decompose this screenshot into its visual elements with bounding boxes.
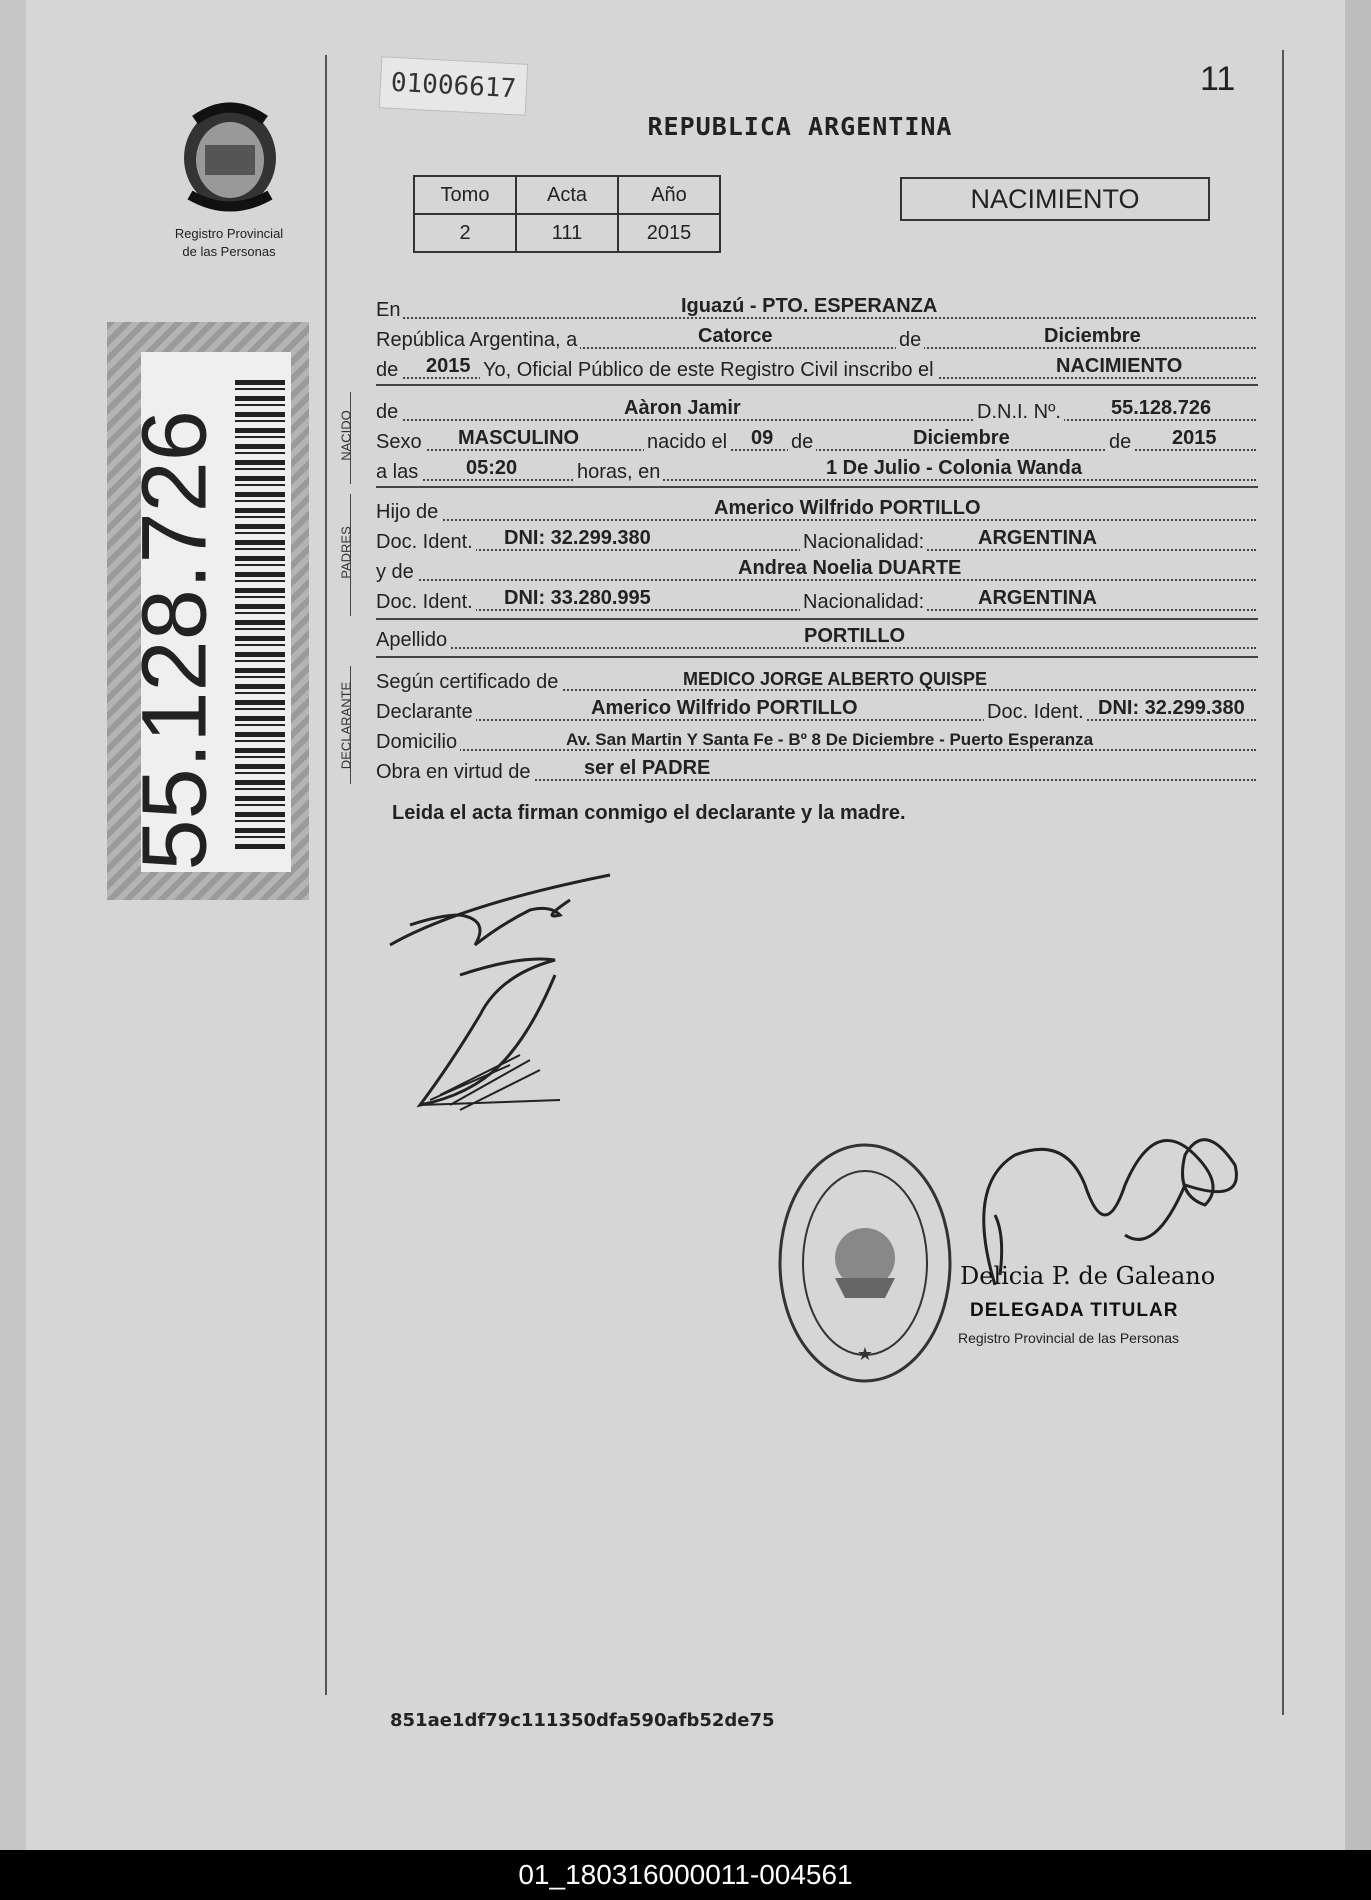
label-nacionalidad-madre: Nacionalidad: (800, 591, 927, 614)
table-value-acta: 111 (516, 214, 618, 252)
declarant-signature (380, 865, 620, 1155)
label-hijo-de: Hijo de (376, 501, 441, 524)
label-en: En (376, 299, 403, 322)
label-de-nombre: de (376, 401, 401, 424)
label-apellido: Apellido (376, 629, 450, 652)
dni-sticker-number: 55.128.726 (123, 410, 226, 871)
paper-edge-right (1345, 0, 1371, 1850)
document-hash: 851ae1df79c111350dfa590afb52de75 (390, 1710, 775, 1731)
row-anio (376, 356, 1256, 384)
footer-file-id: 01_180316000011-004561 (0, 1850, 1371, 1900)
value-madre-doc: DNI: 33.280.995 (504, 587, 651, 609)
label-doc-ident-declarante: Doc. Ident. (984, 701, 1087, 724)
value-dia-letras: Catorce (698, 325, 773, 347)
separator (376, 656, 1258, 658)
dni-barcode-sticker (107, 322, 309, 900)
row-madre-doc (376, 588, 1256, 616)
page-number: 11 (1200, 60, 1236, 98)
value-lugar: Iguazú - PTO. ESPERANZA (681, 295, 938, 317)
value-padre-doc: DNI: 32.299.380 (504, 527, 651, 549)
section-label-padres: PADRES (338, 526, 354, 579)
value-declarante: Americo Wilfrido PORTILLO (591, 697, 858, 719)
label-domicilio: Domicilio (376, 731, 460, 754)
section-label-nacido: NACIDO (338, 410, 354, 461)
row-apellido (376, 626, 1256, 654)
value-apellido: PORTILLO (804, 625, 906, 647)
value-hora: 05:20 (466, 457, 518, 479)
closing-statement: Leida el acta firman conmigo el declarante y la madre. (392, 802, 906, 824)
paper-edge-left (0, 0, 26, 1850)
value-mes-nac: Diciembre (913, 427, 1010, 449)
logo-caption-line1: Registro Provincial (174, 226, 284, 241)
value-dia-nac: 09 (751, 427, 774, 449)
registry-table (413, 175, 721, 253)
label-yo-oficial: Yo, Oficial Público de este Registro Civil inscribo el (480, 359, 937, 382)
label-y-de: y de (376, 561, 417, 584)
logo-caption-line2: de las Personas (182, 244, 276, 259)
row-hora (376, 458, 1256, 486)
value-nombre: Aàron Jamir (624, 397, 741, 419)
barcode (235, 380, 285, 850)
row-sexo (376, 428, 1256, 456)
svg-text:★: ★ (856, 1344, 874, 1364)
table-header-acta: Acta (516, 176, 618, 214)
label-nacido-el: nacido el (644, 431, 730, 454)
separator (376, 384, 1258, 386)
value-mes: Diciembre (1044, 325, 1141, 347)
separator (376, 486, 1258, 488)
separator (376, 618, 1258, 620)
value-madre-nac: ARGENTINA (978, 587, 1097, 609)
value-lugar-nac: 1 De Julio - Colonia Wanda (826, 457, 1082, 479)
act-type-box: NACIMIENTO (900, 177, 1210, 221)
table-value-anio: 2015 (618, 214, 720, 252)
official-seal (775, 1138, 955, 1388)
label-obra: Obra en virtud de (376, 761, 534, 784)
row-madre (376, 558, 1256, 586)
label-doc-ident-madre: Doc. Ident. (376, 591, 476, 614)
label-doc-ident-padre: Doc. Ident. (376, 531, 476, 554)
table-header-anio: Año (618, 176, 720, 214)
misiones-coat-of-arms-logo (175, 100, 285, 220)
official-name: Delicia P. de Galeano (960, 1262, 1216, 1290)
label-de-mes: de (788, 431, 816, 454)
value-obra: ser el PADRE (584, 757, 711, 779)
label-nacionalidad-padre: Nacionalidad: (800, 531, 927, 554)
label-segun: Según certificado de (376, 671, 561, 694)
row-nombre (376, 398, 1256, 426)
value-anio-nac: 2015 (1172, 427, 1217, 449)
value-domicilio: Av. San Martin Y Santa Fe - Bº 8 De Diciembre - Puerto Esperanza (566, 730, 1094, 749)
row-republica (376, 326, 1256, 354)
official-title: DELEGADA TITULAR (970, 1300, 1179, 1321)
value-dni-nacido: 55.128.726 (1111, 397, 1212, 419)
value-anio-inscripcion: 2015 (426, 355, 471, 377)
value-sexo: MASCULINO (458, 427, 580, 449)
row-obra (376, 758, 1256, 786)
table-value-tomo: 2 (414, 214, 516, 252)
label-sexo: Sexo (376, 431, 425, 454)
row-padre-doc (376, 528, 1256, 556)
value-padre: Americo Wilfrido PORTILLO (714, 497, 981, 519)
serial-stamp: 01006617 (379, 56, 529, 116)
row-padre (376, 498, 1256, 526)
row-domicilio (376, 728, 1256, 756)
margin-line-right (1282, 50, 1284, 1715)
row-en (376, 296, 1256, 324)
section-label-declarante: DECLARANTE (338, 681, 354, 770)
label-republica: República Argentina, a (376, 329, 580, 352)
value-tipo: NACIMIENTO (1056, 355, 1183, 377)
label-de-anio: de (376, 359, 401, 382)
row-declarante (376, 698, 1256, 726)
value-madre: Andrea Noelia DUARTE (738, 557, 962, 579)
row-certificado (376, 668, 1256, 696)
label-a-las: a las (376, 461, 421, 484)
label-dni: D.N.I. Nº. (974, 401, 1064, 424)
value-declarante-doc: DNI: 32.299.380 (1098, 697, 1245, 719)
label-declarante: Declarante (376, 701, 476, 724)
label-horas-en: horas, en (574, 461, 663, 484)
label-de-anio-nac: de (1106, 431, 1134, 454)
document-title: REPUBLICA ARGENTINA (647, 112, 953, 141)
label-de: de (896, 329, 924, 352)
official-organization: Registro Provincial de las Personas (958, 1330, 1179, 1346)
table-header-tomo: Tomo (414, 176, 516, 214)
value-certificado: MEDICO JORGE ALBERTO QUISPE (683, 669, 988, 689)
value-padre-nac: ARGENTINA (978, 527, 1097, 549)
margin-line-left (325, 55, 327, 1695)
